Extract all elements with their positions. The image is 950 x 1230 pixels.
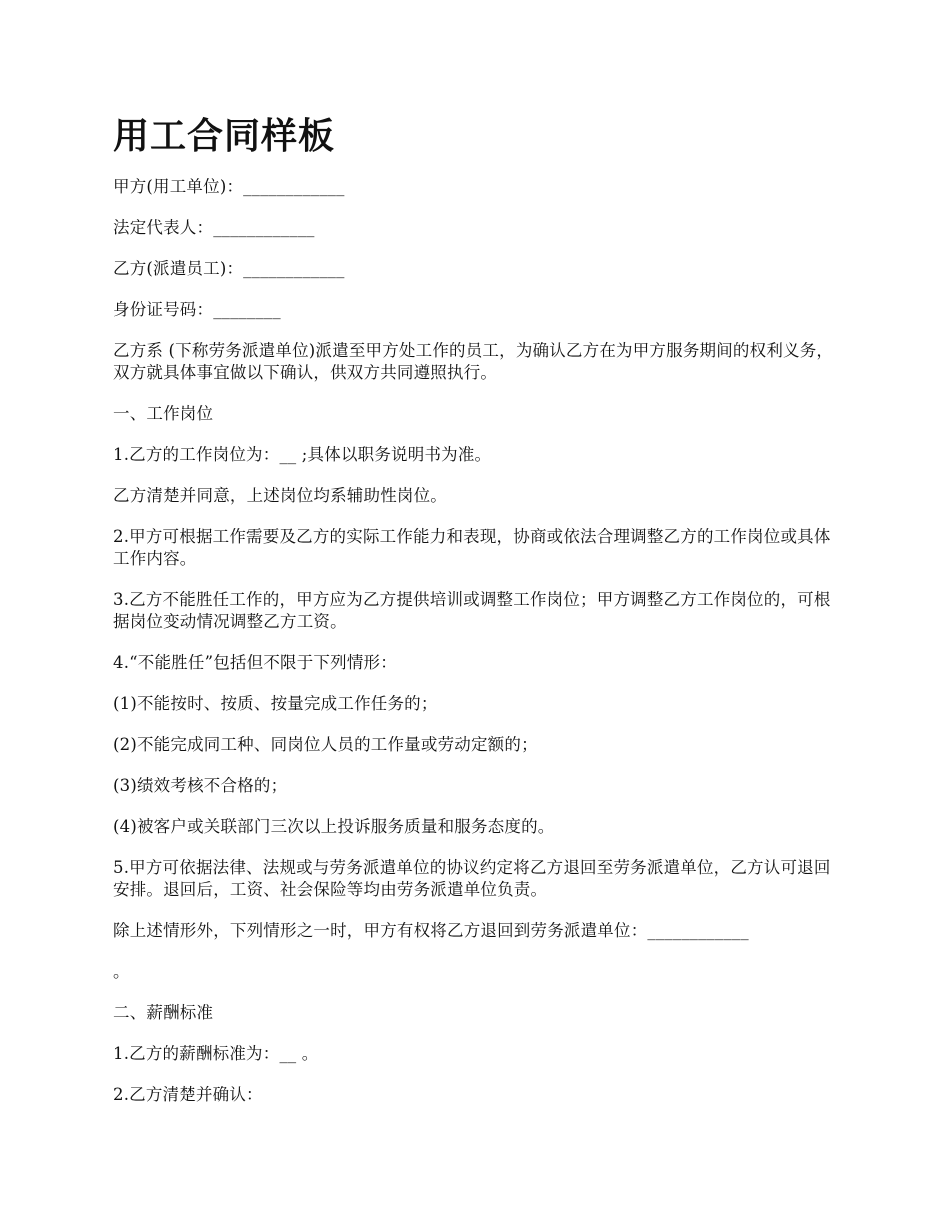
clause-1-4-item-3: (3)绩效考核不合格的； (113, 776, 288, 795)
clause-1-4-item-2: (2)不能完成同工种、同岗位人员的工作量或劳动定额的； (113, 735, 538, 754)
clause-1-4-item-1: (1)不能按时、按质、按量完成工作任务的； (113, 694, 438, 713)
id-number-line: 身份证号码：________ (113, 300, 281, 319)
clause-1-4: 4.“不能胜任”包括但不限于下列情形： (113, 653, 397, 672)
intro-paragraph: 乙方系 (下称劳务派遣单位)派遣至甲方处工作的员工，为确认乙方在为甲方服务期间的权利义务，双方就具体事宜做以下确认，供双方共同遵照执行。 (113, 341, 834, 382)
return-conditions-line: 除上述情形外，下列情形之一时，甲方有权将乙方退回到劳务派遣单位：____________ (113, 921, 749, 940)
clause-2-2: 2.乙方清楚并确认： (113, 1085, 263, 1104)
section-heading-salary: 二、薪酬标准 (113, 1003, 214, 1022)
clause-1-1: 1.乙方的工作岗位为：__ ;具体以职务说明书为准。 (113, 445, 492, 464)
party-b-line: 乙方(派遣员工)：____________ (113, 259, 345, 278)
clause-1-4-item-4: (4)被客户或关联部门三次以上投诉服务质量和服务态度的。 (113, 817, 555, 836)
party-a-line: 甲方(用工单位)：____________ (113, 177, 345, 196)
document-page (113, 112, 843, 1125)
clause-1-3: 3.乙方不能胜任工作的，甲方应为乙方提供培训或调整工作岗位；甲方调整乙方工作岗位的，可根据岗位变动情况调整乙方工资。 (113, 590, 831, 631)
clause-1-1-note: 乙方清楚并同意，上述岗位均系辅助性岗位。 (113, 486, 447, 505)
clause-1-5: 5.甲方可依据法律、法规或与劳务派遣单位的协议约定将乙方退回至劳务派遣单位，乙方认可退回安排。退回后，工资、社会保险等均由劳务派遣单位负责。 (113, 858, 831, 899)
section-heading-job-position: 一、工作岗位 (113, 404, 214, 423)
legal-representative-line: 法定代表人：____________ (113, 218, 315, 237)
clause-2-1: 1.乙方的薪酬标准为：__ 。 (113, 1044, 319, 1063)
trailing-period: 。 (113, 962, 130, 981)
clause-1-2: 2.甲方可根据工作需要及乙方的实际工作能力和表现，协商或依法合理调整乙方的工作岗位或具体工作内容。 (113, 527, 831, 568)
document-title: 用工合同样板 (113, 116, 336, 157)
